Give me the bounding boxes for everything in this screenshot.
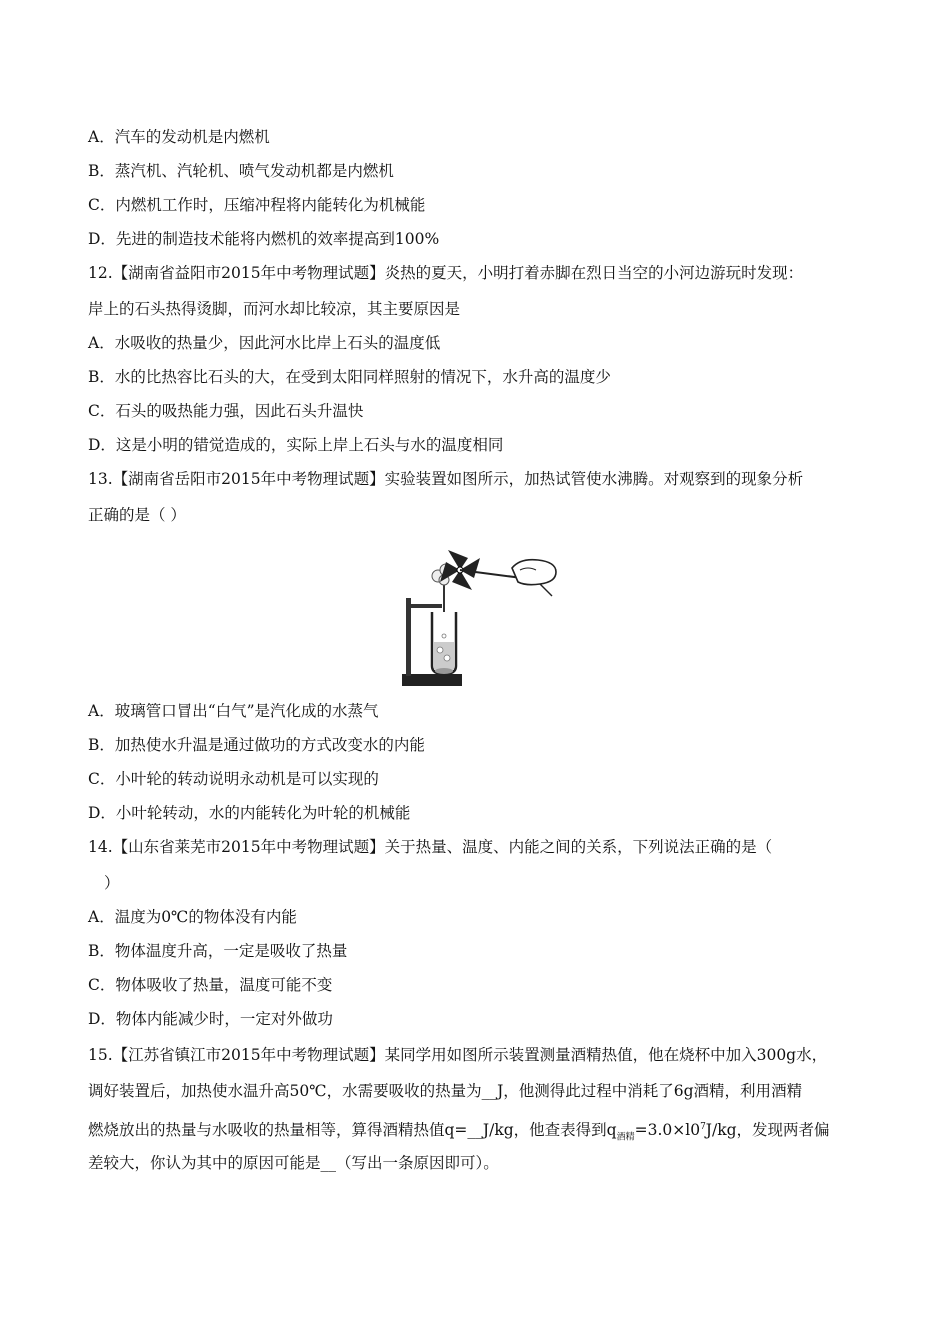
q11-option-d: D．先进的制造技术能将内燃机的效率提高到100% [88, 230, 440, 248]
q14-stem-line1: 14.【山东省莱芜市2015年中考物理试题】关于热量、温度、内能之间的关系，下列说法正确的是（ [88, 838, 773, 856]
q15-line3-part1: 燃烧放出的热量与水吸收的热量相等，算得酒精热值q=__J/kg，他查表得到q [88, 1121, 617, 1140]
q15-line3-part2: =3.0×l0 [634, 1121, 701, 1140]
q14-option-d: D．物体内能减少时，一定对外做功 [88, 1010, 333, 1028]
q13-option-d: D．小叶轮转动，水的内能转化为叶轮的机械能 [88, 804, 411, 822]
q15-stem-line4: 差较大，你认为其中的原因可能是__（写出一条原因即可）。 [88, 1154, 499, 1172]
q11-option-a: A．汽车的发动机是内燃机 [88, 128, 270, 146]
q15-stem-line1: 15.【江苏省镇江市2015年中考物理试题】某同学用如图所示装置测量酒精热值，他在烧杯中加入300g水， [88, 1046, 828, 1064]
q13-stem-line2: 正确的是（ ） [88, 506, 186, 524]
q12-option-a: A．水吸收的热量少，因此河水比岸上石头的温度低 [88, 334, 441, 352]
q15-alcohol-subscript: 酒精 [616, 1132, 635, 1143]
q12-stem-line1: 12.【湖南省益阳市2015年中考物理试题】炎热的夏天，小明打着赤脚在烈日当空的小河边游玩时发现： [88, 264, 804, 282]
q13-stem-line1: 13.【湖南省岳阳市2015年中考物理试题】实验装置如图所示，加热试管使水沸腾。对观察到的现象分析 [88, 470, 804, 488]
q14-option-c: C．物体吸收了热量，温度可能不变 [88, 976, 333, 994]
q13-option-a: A．玻璃管口冒出“白气”是汽化成的水蒸气 [88, 702, 379, 720]
q13-option-b: B．加热使水升温是通过做功的方式改变水的内能 [88, 736, 425, 754]
q14-option-b: B．物体温度升高，一定是吸收了热量 [88, 942, 348, 960]
q13-option-c: C．小叶轮的转动说明永动机是可以实现的 [88, 770, 379, 788]
q11-option-b: B．蒸汽机、汽轮机、喷气发动机都是内燃机 [88, 162, 394, 180]
steam-pinwheel-drawing [400, 540, 560, 690]
q12-stem-line2: 岸上的石头热得烫脚，而河水却比较凉，其主要原因是 [88, 300, 461, 318]
q14-option-a: A．温度为0℃的物体没有内能 [88, 908, 297, 926]
q12-option-b: B．水的比热容比石头的大，在受到太阳同样照射的情况下，水升高的温度少 [88, 368, 611, 386]
steam-pinwheel-figure [400, 540, 560, 690]
q15-stem-line3 [88, 1116, 890, 1148]
q15-stem-line2: 调好装置后，加热使水温升高50℃，水需要吸收的热量为__J，他测得此过程中消耗了6g酒精，利用酒精 [88, 1082, 803, 1100]
q15-exponent: 7 [700, 1122, 706, 1132]
q12-option-c: C．石头的吸热能力强，因此石头升温快 [88, 402, 364, 420]
q15-line3-part3: J/kg，发现两者偏 [705, 1121, 830, 1140]
q12-option-d: D．这是小明的错觉造成的，实际上岸上石头与水的温度相同 [88, 436, 504, 454]
q11-option-c: C．内燃机工作时，压缩冲程将内能转化为机械能 [88, 196, 426, 214]
q14-stem-line2: ） [104, 874, 120, 892]
